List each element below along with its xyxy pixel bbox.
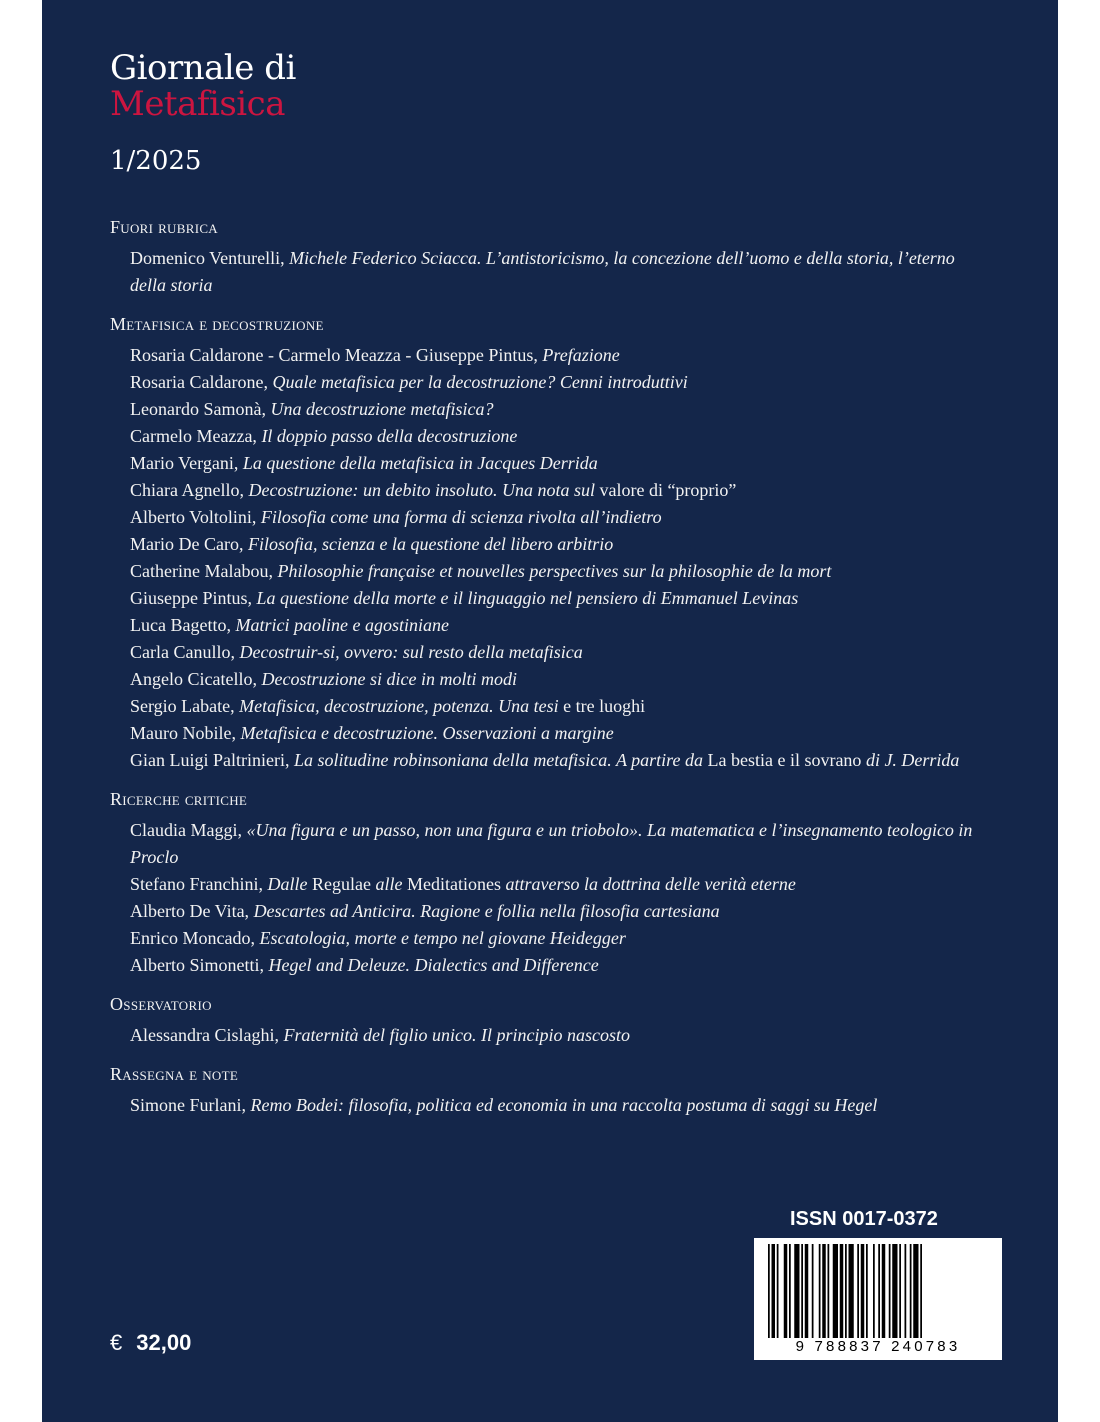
- barcode-bar: [892, 1244, 897, 1338]
- entry-author: Alberto Simonetti,: [130, 955, 264, 975]
- entry-author: Simone Furlani,: [130, 1095, 246, 1115]
- entry-author: Alberto De Vita,: [130, 901, 250, 921]
- entry-title: Decostruzione si dice in molti modi: [261, 669, 517, 689]
- masthead: [110, 50, 296, 122]
- toc-entry: [110, 558, 992, 585]
- entry-author: Chiara Agnello,: [130, 480, 244, 500]
- toc-entry: [110, 666, 992, 693]
- barcode-bar: [873, 1244, 875, 1338]
- entry-title: Remo Bodei: filosofia, politica ed economia in una raccolta postuma di saggi su Hegel: [250, 1095, 878, 1115]
- toc-entry: [110, 817, 992, 871]
- entry-title: La solitudine robinsoniana della metafisica. A partire da: [293, 750, 703, 770]
- entry-title-tail: alle: [375, 874, 403, 894]
- toc-section: [110, 786, 992, 979]
- barcode-bar: [845, 1244, 847, 1338]
- barcode-bar: [772, 1244, 776, 1338]
- entry-author: Enrico Moncado,: [130, 928, 255, 948]
- entry-title-roman: Regulae: [311, 874, 371, 894]
- entry-author: Luca Bagetto,: [130, 615, 231, 635]
- entry-author: Rosaria Caldarone,: [130, 372, 268, 392]
- toc-entry: [110, 423, 992, 450]
- issue-number: 1/2025: [110, 146, 202, 176]
- entry-title: La questione della metafisica in Jacques Derrida: [242, 453, 598, 473]
- barcode-bar: [861, 1244, 865, 1338]
- entry-title-roman: valore di “proprio”: [599, 480, 737, 500]
- entry-title: Hegel and Deleuze. Dialectics and Difference: [268, 955, 599, 975]
- toc-entry: [110, 925, 992, 952]
- journal-title-line1: Giornale di: [110, 48, 296, 88]
- toc-entry: [110, 245, 992, 299]
- barcode-bar: [801, 1244, 803, 1338]
- entry-author: Mauro Nobile,: [130, 723, 236, 743]
- entry-title: La questione della morte e il linguaggio nel pensiero di Emmanuel Levinas: [256, 588, 799, 608]
- entry-title: Fraternità del figlio unico. Il principio nascosto: [283, 1025, 630, 1045]
- table-of-contents: [110, 214, 992, 1131]
- barcode-bar: [819, 1244, 821, 1338]
- toc-entry: [110, 612, 992, 639]
- barcode-bar: [913, 1244, 918, 1338]
- toc-entry: [110, 585, 992, 612]
- section-heading: Rassegna e note: [110, 1064, 239, 1084]
- toc-entry: [110, 369, 992, 396]
- toc-section: [110, 311, 992, 774]
- back-cover: [42, 0, 1058, 1422]
- entry-author: Carmelo Meazza,: [130, 426, 257, 446]
- entry-title: Escatologia, morte e tempo nel giovane Heidegger: [259, 928, 626, 948]
- entry-title: Prefazione: [542, 345, 620, 365]
- toc-entry: [110, 747, 992, 774]
- entry-title: Descartes ad Anticira. Ragione e follia nella filosofia cartesiana: [253, 901, 720, 921]
- barcode-bar: [899, 1244, 901, 1338]
- entry-title: Philosophie française et nouvelles perspectives sur la philosophie de la mort: [277, 561, 832, 581]
- toc-entry: [110, 342, 992, 369]
- toc-section: [110, 1061, 992, 1119]
- barcode-bar: [812, 1244, 814, 1338]
- barcode-bars-icon: [768, 1244, 988, 1338]
- entry-title: Metafisica e decostruzione. Osservazioni a margine: [240, 723, 614, 743]
- entry-title: Una decostruzione metafisica?: [270, 399, 494, 419]
- barcode-bar: [805, 1244, 809, 1338]
- barcode-bar: [784, 1244, 788, 1338]
- toc-entry: [110, 639, 992, 666]
- entry-author: Rosaria Caldarone - Carmelo Meazza - Giuseppe Pintus,: [130, 345, 538, 365]
- currency-symbol: €: [110, 1330, 123, 1355]
- toc-entry: [110, 952, 992, 979]
- barcode-bar: [822, 1244, 826, 1338]
- entry-author: Claudia Maggi,: [130, 820, 242, 840]
- entry-title-roman: Meditationes: [406, 874, 501, 894]
- entry-title: Metafisica, decostruzione, potenza. Una tesi: [239, 696, 559, 716]
- toc-entry: [110, 504, 992, 531]
- entry-title-tail: di J. Derrida: [865, 750, 960, 770]
- entry-author: Stefano Franchini,: [130, 874, 263, 894]
- entry-title: Decostruzione: un debito insoluto. Una nota sul: [248, 480, 595, 500]
- toc-entry: [110, 871, 992, 898]
- barcode: [754, 1238, 1002, 1360]
- barcode-bar: [920, 1244, 922, 1338]
- entry-title: Quale metafisica per la decostruzione? Cenni introduttivi: [272, 372, 688, 392]
- entry-author: Mario Vergani,: [130, 453, 239, 473]
- toc-entry: [110, 693, 992, 720]
- entry-title: Filosofia come una forma di scienza rivolta all’indietro: [260, 507, 662, 527]
- section-heading: Metafisica e decostruzione: [110, 314, 324, 334]
- section-heading: Fuori rubrica: [110, 217, 218, 237]
- entry-title: Filosofia, scienza e la questione del libero arbitrio: [247, 534, 614, 554]
- barcode-bar: [866, 1244, 868, 1338]
- entry-author: Alberto Voltolini,: [130, 507, 257, 527]
- entry-author: Giuseppe Pintus,: [130, 588, 253, 608]
- barcode-bar: [857, 1244, 859, 1338]
- barcode-bar: [878, 1244, 880, 1338]
- entry-title-roman: e tre luoghi: [563, 696, 646, 716]
- entry-author: Catherine Malabou,: [130, 561, 273, 581]
- toc-entry: [110, 1092, 992, 1119]
- toc-entry: [110, 477, 992, 504]
- barcode-bar: [905, 1244, 907, 1338]
- toc-entry: [110, 450, 992, 477]
- barcode-bar: [789, 1244, 791, 1338]
- barcode-bar: [768, 1244, 770, 1338]
- barcode-bar: [794, 1244, 799, 1338]
- barcode-bar: [910, 1244, 912, 1338]
- barcode-bar: [889, 1244, 891, 1338]
- barcode-bar: [777, 1244, 779, 1338]
- entry-author: Carla Canullo,: [130, 642, 235, 662]
- barcode-bar: [833, 1244, 838, 1338]
- price-value: 32,00: [136, 1330, 192, 1355]
- barcode-bar: [882, 1244, 886, 1338]
- entry-title: Il doppio passo della decostruzione: [261, 426, 518, 446]
- entry-title: Matrici paoline e agostiniane: [235, 615, 449, 635]
- barcode-bar: [840, 1244, 844, 1338]
- barcode-bar: [849, 1244, 854, 1338]
- section-heading: Ricerche critiche: [110, 789, 248, 809]
- toc-entry: [110, 720, 992, 747]
- price: [110, 1330, 191, 1356]
- toc-entry: [110, 1022, 992, 1049]
- issn-label: ISSN 0017-0372: [790, 1208, 938, 1230]
- entry-title: «Una figura e un passo, non una figura e un triobolo». La matematica e l’insegnamento teologico in Proclo: [130, 820, 973, 867]
- entry-author: Alessandra Cislaghi,: [130, 1025, 279, 1045]
- entry-title: Michele Federico Sciacca. L’antistoricismo, la concezione dell’uomo e della storia, l’eterno della storia: [130, 248, 955, 295]
- toc-section: [110, 991, 992, 1049]
- entry-author: Gian Luigi Paltrinieri,: [130, 750, 290, 770]
- toc-entry: [110, 898, 992, 925]
- section-heading: Osservatorio: [110, 994, 212, 1014]
- entry-author: Sergio Labate,: [130, 696, 235, 716]
- entry-author: Mario De Caro,: [130, 534, 244, 554]
- toc-section: [110, 214, 992, 299]
- toc-entry: [110, 531, 992, 558]
- toc-entry: [110, 396, 992, 423]
- entry-title-tail: attraverso la dottrina delle verità eterne: [505, 874, 796, 894]
- entry-author: Domenico Venturelli,: [130, 248, 285, 268]
- barcode-digits: 9 788837 240783: [795, 1338, 961, 1355]
- entry-author: Leonardo Samonà,: [130, 399, 266, 419]
- entry-title-roman: La bestia e il sovrano: [707, 750, 862, 770]
- barcode-bar: [828, 1244, 830, 1338]
- entry-title: Dalle: [267, 874, 308, 894]
- entry-title: Decostruir-si, ovvero: sul resto della metafisica: [239, 642, 583, 662]
- entry-author: Angelo Cicatello,: [130, 669, 257, 689]
- journal-title-line2: Metafisica: [110, 84, 285, 124]
